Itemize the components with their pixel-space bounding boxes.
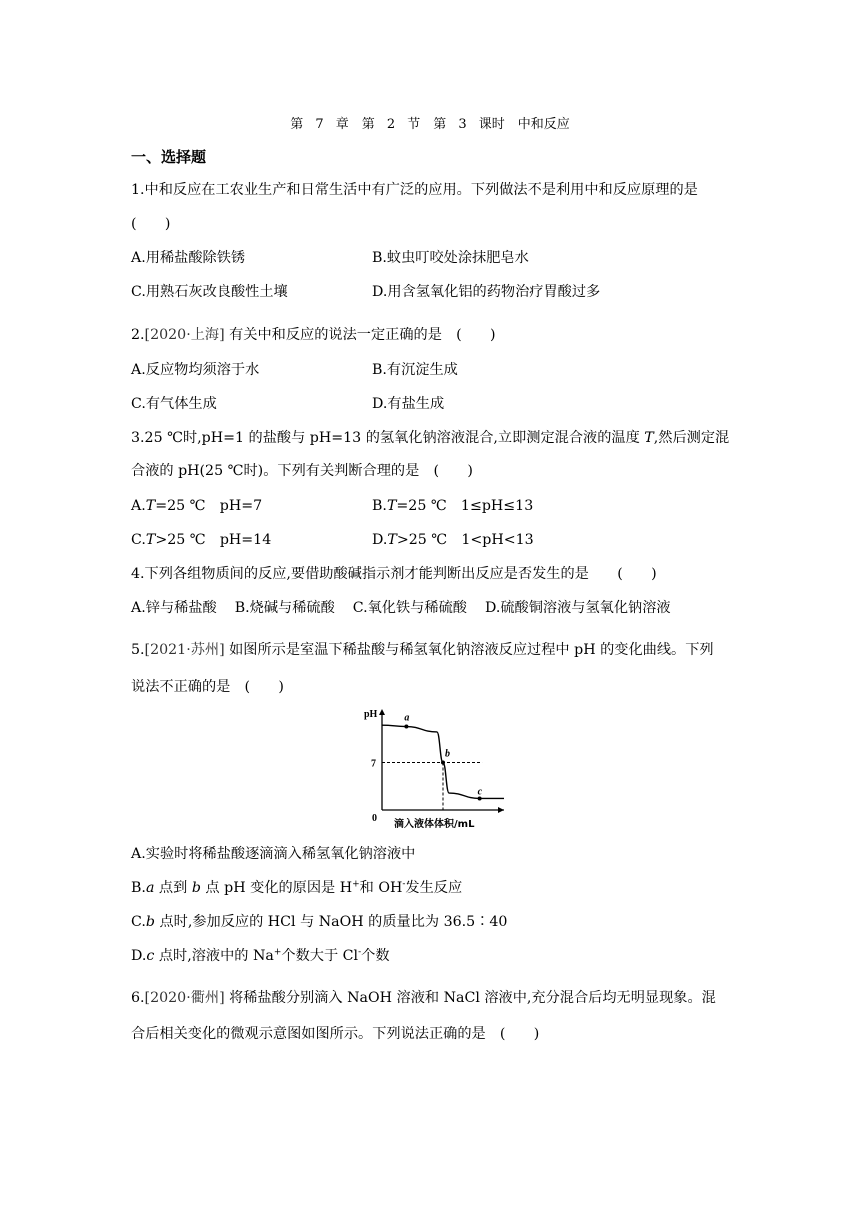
opt-text: >25 ℃ pH=14 xyxy=(155,532,272,548)
q1-option-b: B.蚊虫叮咬处涂抹肥皂水 xyxy=(372,250,529,266)
opt-text: 点到 xyxy=(154,880,192,896)
opt-text: 发生反应 xyxy=(405,880,463,896)
y-axis-label: pH xyxy=(364,709,378,720)
q5-source-tag: [2021·苏州] xyxy=(144,642,225,658)
q2-option-b: B.有沉淀生成 xyxy=(372,362,458,378)
q2-stem-text: 有关中和反应的说法一定正确的是 ( ) xyxy=(224,327,496,343)
opt-prefix: B. xyxy=(131,880,146,896)
q1-option-a: A.用稀盐酸除铁锈 xyxy=(131,250,246,266)
opt-text: 点时,溶液中的 Na xyxy=(154,948,274,964)
q4-option-d: D.硫酸铜溶液与氢氧化钠溶液 xyxy=(484,600,671,616)
ph-curve-chart xyxy=(356,705,506,830)
y-tick-7: 7 xyxy=(371,758,376,770)
point-a-ref: a xyxy=(145,880,155,896)
q5-option-a: A.实验时将稀盐酸逐滴滴入稀氢氧化钠溶液中 xyxy=(131,846,416,862)
opt-prefix: B. xyxy=(372,498,387,514)
q3-option-d xyxy=(372,530,534,550)
q3-stem-line2: 合液的 pH(25 ℃时)。下列有关判断合理的是 ( ) xyxy=(131,463,473,479)
q5-stem-line1 xyxy=(131,640,714,660)
q3-stem-line1 xyxy=(131,428,729,448)
q6-stem-text: 将稀盐酸分别滴入 NaOH 溶液和 NaCl 溶液中,充分混合后均无明显现象。混 xyxy=(224,990,716,1006)
q5-stem-line2: 说法不正确的是 ( ) xyxy=(131,679,284,695)
opt-text: 个数大于 Cl xyxy=(281,948,359,964)
q6-number: 6. xyxy=(131,990,145,1006)
point-b-ref: b xyxy=(145,914,155,930)
q5-option-c xyxy=(131,912,507,932)
q2-number: 2. xyxy=(131,327,145,343)
charge-sup: + xyxy=(352,879,360,890)
opt-text: 和 OH xyxy=(359,880,403,896)
q5-option-d xyxy=(131,946,390,966)
point-label-b: b xyxy=(445,748,450,760)
q6-stem-line1 xyxy=(131,988,716,1008)
q3-stem-part: 3.25 ℃时,pH=1 的盐酸与 pH=13 的氢氧化钠溶液混合,立即测定混合液的温度 xyxy=(131,430,645,446)
q4-options xyxy=(131,598,689,618)
q2-option-d: D.有盐生成 xyxy=(372,396,445,412)
charge-sup: - xyxy=(358,947,362,958)
opt-var: T xyxy=(145,498,156,514)
curve-point-b xyxy=(441,761,445,765)
section-heading: 一、选择题 xyxy=(131,148,207,166)
q3-option-c xyxy=(131,530,271,550)
origin-label: 0 xyxy=(372,813,377,824)
q4-option-b: B.烧碱与稀硫酸 xyxy=(234,600,335,616)
charge-sup: - xyxy=(402,879,406,890)
q6-source-tag: [2020·衢州] xyxy=(144,990,225,1006)
opt-text: >25 ℃ 1<pH<13 xyxy=(396,532,534,548)
q5-stem-text: 如图所示是室温下稀盐酸与稀氢氧化钠溶液反应过程中 pH 的变化曲线。下列 xyxy=(224,642,714,658)
q4-stem: 4.下列各组物质间的反应,要借助酸碱指示剂才能判断出反应是否发生的是 ( ) xyxy=(131,566,657,582)
x-axis-label: 滴入液体体积/mL xyxy=(394,819,475,830)
q3-option-a xyxy=(131,496,262,516)
opt-var: T xyxy=(145,532,156,548)
q2-option-a: A.反应物均须溶于水 xyxy=(131,362,260,378)
q2-option-c: C.有气体生成 xyxy=(131,396,217,412)
q1-blank: ( ) xyxy=(131,216,171,232)
q4-option-a: A.锌与稀盐酸 xyxy=(131,600,217,616)
point-label-c: c xyxy=(477,786,483,798)
x-axis-arrow xyxy=(498,807,504,813)
q6-stem-line2: 合后相关变化的微观示意图如图所示。下列说法正确的是 ( ) xyxy=(131,1026,540,1042)
opt-text: 点时,参加反应的 HCl 与 NaOH 的质量比为 36.5∶40 xyxy=(154,914,508,930)
opt-var: T xyxy=(387,532,397,548)
q1-option-d: D.用含氢氧化铝的药物治疗胃酸过多 xyxy=(372,284,601,300)
opt-text: =25 ℃ pH=7 xyxy=(155,498,263,514)
opt-prefix: D. xyxy=(131,948,147,964)
q2-stem xyxy=(131,325,496,345)
q1-stem: 1.中和反应在工农业生产和日常生活中有广泛的应用。下列做法不是利用中和反应原理的是 xyxy=(131,182,698,198)
opt-prefix: C. xyxy=(131,914,146,930)
q3-temperature-var: T xyxy=(644,430,654,446)
q5-option-b xyxy=(131,878,462,898)
charge-sup: + xyxy=(273,947,282,958)
curve-point-a xyxy=(404,725,408,729)
q3-option-b xyxy=(372,496,533,516)
page-title: 第 7 章 第 2 节 第 3 课时 中和反应 xyxy=(290,117,570,132)
point-b-ref: b xyxy=(191,880,201,896)
y-axis-arrow xyxy=(379,709,385,715)
q5-number: 5. xyxy=(131,642,145,658)
opt-text: 个数 xyxy=(361,948,390,964)
q2-source-tag: [2020·上海] xyxy=(144,327,225,343)
q3-stem-part: ,然后测定混 xyxy=(653,430,730,446)
opt-prefix: A. xyxy=(131,498,146,514)
opt-prefix: C. xyxy=(131,532,146,548)
opt-text: 点 pH 变化的原因是 H xyxy=(200,880,353,896)
q4-option-c: C.氧化铁与稀硫酸 xyxy=(352,600,467,616)
point-label-a: a xyxy=(404,712,410,724)
opt-text: =25 ℃ 1≤pH≤13 xyxy=(396,498,534,514)
opt-prefix: D. xyxy=(372,532,388,548)
opt-var: T xyxy=(386,498,397,514)
q1-option-c: C.用熟石灰改良酸性土壤 xyxy=(131,284,288,300)
point-c-ref: c xyxy=(146,948,155,964)
